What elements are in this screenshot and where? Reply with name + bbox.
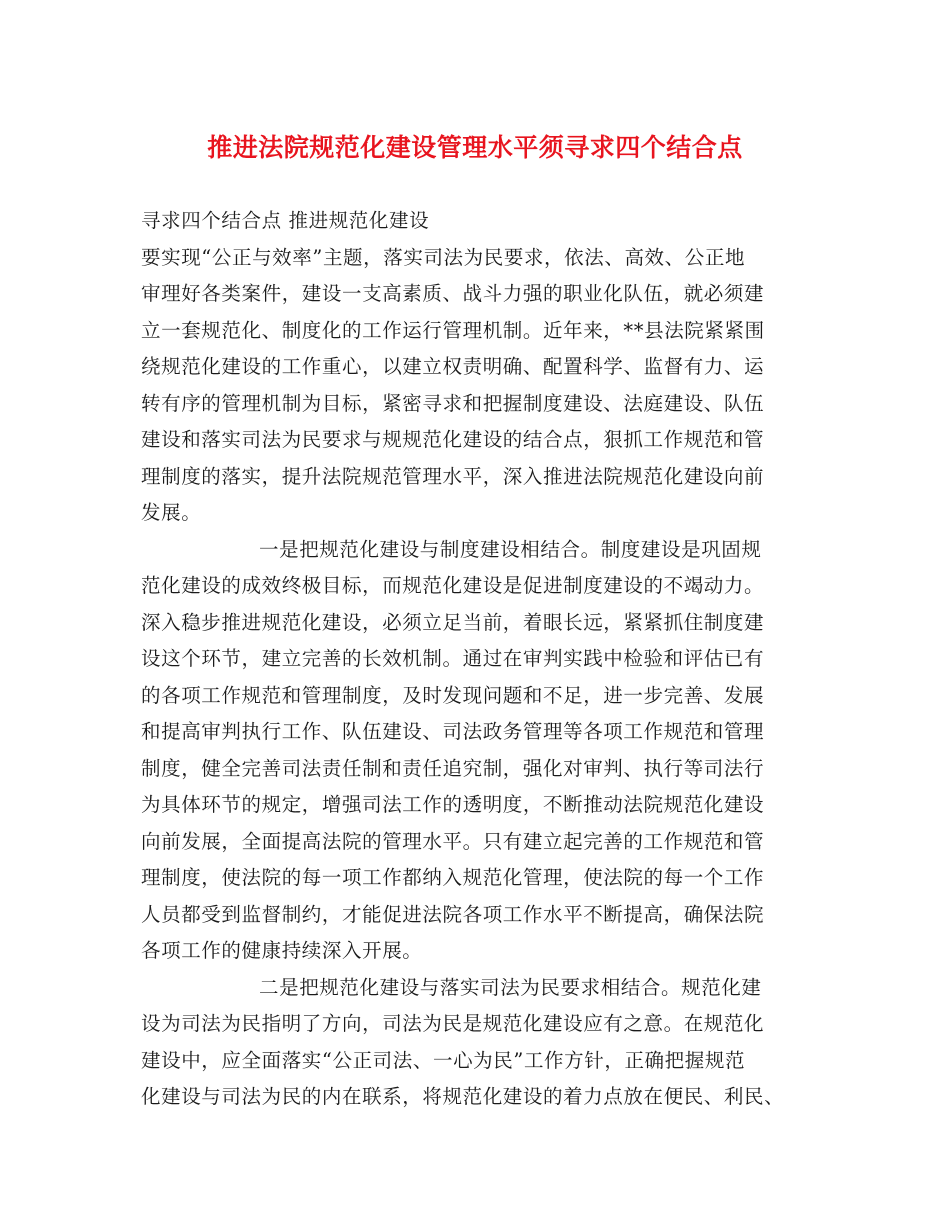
body-line: 理制度，使法院的每一项工作都纳入规范化管理，使法院的每一个工作 (141, 866, 765, 889)
body-line: 深入稳步推进规范化建设，必须立足当前，着眼长远，紧紧抓住制度建 (141, 610, 765, 634)
body-line: 理制度的落实，提升法院规范管理水平，深入推进法院规范化建设向前 (141, 464, 765, 488)
document-title: 推进法院规范化建设管理水平须寻求四个结合点 (207, 133, 743, 162)
body-line: 的各项工作规范和管理制度，及时发现问题和不足，进一步完善、发展 (141, 683, 765, 707)
body-line: 绕规范化建设的工作重心，以建立权责明确、配置科学、监督有力、运 (141, 355, 765, 378)
paragraph-start-line: 二是把规范化建设与落实司法为民要求相结合。规范化建 (259, 975, 762, 999)
body-line: 要实现“公正与效率”主题，落实司法为民要求，依法、高效、公正地 (141, 245, 746, 269)
body-line: 和提高审判执行工作、队伍建设、司法政务管理等各项工作规范和管理 (141, 720, 765, 743)
body-line: 设为司法为民指明了方向，司法为民是规范化建设应有之意。在规范化 (141, 1012, 765, 1035)
body-line: 设这个环节，建立完善的长效机制。通过在审判实践中检验和评估已有 (141, 647, 765, 670)
body-line: 建设和落实司法为民要求与规规范化建设的结合点，狠抓工作规范和管 (141, 428, 765, 451)
body-line: 转有序的管理机制为目标，紧密寻求和把握制度建设、法庭建设、队伍 (141, 391, 765, 415)
document-body (141, 203, 821, 1116)
body-line: 发展。 (141, 501, 202, 524)
body-line: 向前发展，全面提高法院的管理水平。只有建立起完善的工作规范和管 (141, 829, 765, 853)
body-line: 建设中，应全面落实“公正司法、一心为民”工作方针，正确把握规范 (141, 1048, 746, 1072)
body-line: 范化建设的成效终极目标，而规范化建设是促进制度建设的不竭动力。 (141, 574, 765, 597)
body-line: 制度，健全完善司法责任制和责任追究制，强化对审判、执行等司法行 (141, 756, 765, 780)
body-line: 人员都受到监督制约，才能促进法院各项工作水平不断提高，确保法院 (141, 902, 765, 926)
subtitle-line: 寻求四个结合点 推进规范化建设 (141, 209, 430, 232)
body-line: 为具体环节的规定，增强司法工作的透明度，不断推动法院规范化建设 (141, 793, 765, 816)
body-line: 化建设与司法为民的内在联系，将规范化建设的着力点放在便民、利民、 (141, 1085, 785, 1108)
body-line: 审理好各类案件，建设一支高素质、战斗力强的职业化队伍，就必须建 (141, 282, 765, 305)
body-line: 各项工作的健康持续深入开展。 (141, 939, 423, 962)
body-line: 立一套规范化、制度化的工作运行管理机制。近年来，**县法院紧紧围 (141, 318, 765, 342)
paragraph-start-line: 一是把规范化建设与制度建设相结合。制度建设是巩固规 (259, 537, 762, 561)
